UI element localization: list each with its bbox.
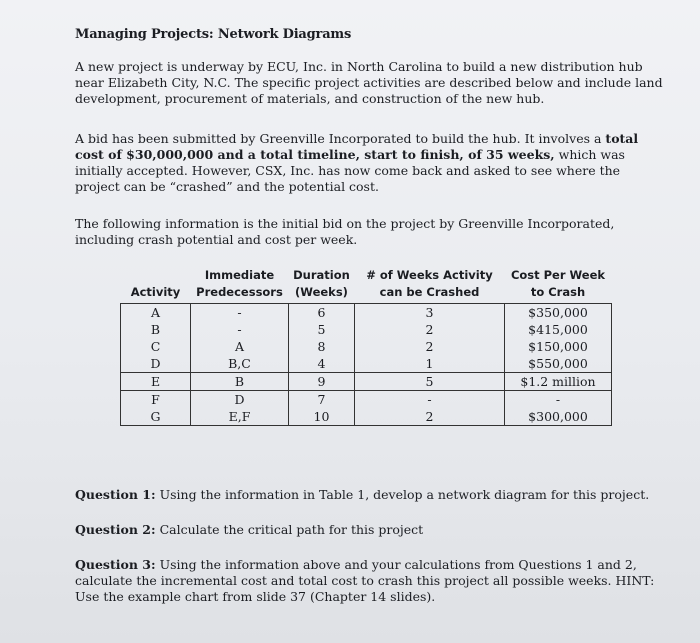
cell-weeks-crashed: 2	[355, 338, 505, 355]
table-row	[121, 321, 612, 338]
cell-activity: C	[121, 338, 191, 355]
cell-activity: A	[121, 304, 191, 322]
table-row	[121, 304, 612, 322]
crash-table	[120, 265, 612, 426]
header-activity: Activity	[130, 285, 181, 299]
cell-duration: 9	[289, 373, 355, 391]
cell-weeks-crashed: 2	[355, 321, 505, 338]
cell-duration: 5	[289, 321, 355, 338]
table-row	[121, 391, 612, 409]
header-weeks-crashed: # of Weeks Activity can be Crashed	[366, 268, 493, 299]
cell-cost: $550,000	[505, 355, 612, 373]
cell-predecessors: -	[191, 321, 289, 338]
header-predecessors: Immediate Predecessors	[196, 268, 283, 299]
question-1-text: Using the information in Table 1, develop a network diagram for this project.	[155, 487, 650, 502]
bid-text-1: A bid has been submitted by Greenville Incorporated to build the hub. It involves a	[75, 131, 606, 146]
cell-weeks-crashed: 3	[355, 304, 505, 322]
header-cost-per-week: Cost Per Week to Crash	[510, 268, 606, 299]
cell-predecessors: D	[191, 391, 289, 409]
cell-predecessors: E,F	[191, 408, 289, 426]
cell-weeks-crashed: 5	[355, 373, 505, 391]
cell-cost: $300,000	[505, 408, 612, 426]
cell-predecessors: A	[191, 338, 289, 355]
cell-cost: $1.2 million	[505, 373, 612, 391]
cell-activity: D	[121, 355, 191, 373]
header-duration: Duration (Weeks)	[293, 268, 350, 299]
bid-paragraph	[75, 131, 665, 195]
table-row	[121, 408, 612, 426]
cell-predecessors: B,C	[191, 355, 289, 373]
table-intro-paragraph: The following information is the initial bid on the project by Greenville Incorporated, including crash potential and cost per week.	[75, 216, 615, 247]
cell-activity: E	[121, 373, 191, 391]
cell-duration: 10	[289, 408, 355, 426]
cell-cost: $415,000	[505, 321, 612, 338]
table-header-row	[121, 265, 612, 304]
cell-duration: 7	[289, 391, 355, 409]
question-3	[75, 557, 665, 605]
cell-duration: 4	[289, 355, 355, 373]
cell-activity: B	[121, 321, 191, 338]
question-1	[75, 487, 665, 503]
bid-text-bold: total cost of $30,000,000 and a total timeline, start to finish, of 35 weeks,	[75, 131, 639, 162]
table-row	[121, 355, 612, 373]
bid-text-2: which was initially accepted. However, CSX, Inc. has now come back and asked to see where the project can be “crashed” and the potential cost.	[75, 147, 625, 194]
cell-duration: 8	[289, 338, 355, 355]
question-3-label: Question 3:	[75, 557, 156, 572]
cell-weeks-crashed: 1	[355, 355, 505, 373]
cell-activity: G	[121, 408, 191, 426]
question-3-text: Using the information above and your calculations from Questions 1 and 2, calculate the incremental cost and total cost to crash this project all possible weeks. HINT: Use the example chart from slide 37 (Chapter 14 slides).	[75, 557, 655, 604]
cell-duration: 6	[289, 304, 355, 322]
cell-activity: F	[121, 391, 191, 409]
cell-weeks-crashed: 2	[355, 408, 505, 426]
cell-predecessors: B	[191, 373, 289, 391]
cell-predecessors: -	[191, 304, 289, 322]
document-title: Managing Projects: Network Diagrams	[75, 27, 352, 42]
cell-weeks-crashed: -	[355, 391, 505, 409]
question-1-label: Question 1:	[75, 487, 156, 502]
cell-cost: $150,000	[505, 338, 612, 355]
intro-paragraph: A new project is underway by ECU, Inc. in North Carolina to build a new distribution hub near Elizabeth City, N.C. The specific project activities are described below and include land development, procurement of materials, and construction of the new hub.	[75, 59, 663, 106]
question-2-text: Calculate the critical path for this project	[155, 522, 424, 537]
table-row	[121, 373, 612, 391]
cell-cost: -	[505, 391, 612, 409]
question-2	[75, 522, 665, 538]
table-row	[121, 338, 612, 355]
question-2-label: Question 2:	[75, 522, 156, 537]
cell-cost: $350,000	[505, 304, 612, 322]
